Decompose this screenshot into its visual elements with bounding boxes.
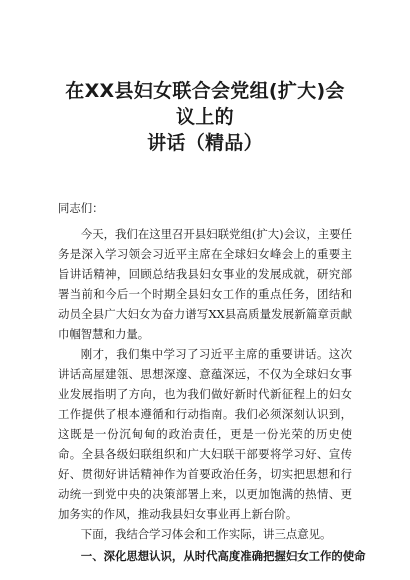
paragraph-transition: 下面，我结合学习体会和工作实际，讲三点意见。: [80, 527, 332, 541]
paragraph-study: 刚才，我们集中学习了习近平主席的重要讲话。这次讲话高屋建瓴、思想深邃、意蕴深远，不仅为全球妇女事业发展指明了方向，也为我们做好新时代新征程上的妇女工作提供了根本遵循和行动指南。我们必须深刻认识到，这既是一份沉甸甸的政治责任，更是一份光荣的历史使命。全县各级妇联组织和广大妇联干部要将学习好、宣传好、贯彻好讲话精神作为首要政治任务，切实把思想和行动统一到党中央的决策部署上来，以更加饱满的热情、更加务实的作风，推动我县妇女事业再上新台阶。: [58, 347, 352, 521]
section-heading-1: 一、深化思想认识，从时代高度准确把握妇女工作的使命: [80, 549, 366, 563]
paragraph-opening: 今天，我们在这里召开县妇联党组(扩大)会议，主要任务是深入学习领会习近平主席在全球妇女峰会上的重要主旨讲话精神，回顾总结我县妇女事业的发展成就，研究部署当前和今后一个时期全县妇女工作的重点任务，团结和动员全县广大妇女为奋力谱写XX县高质量发展新篇章贡献巾帼智慧和力量。: [58, 227, 352, 341]
salutation: 同志们：: [58, 201, 104, 215]
title-line-2: 讲话（精品）: [147, 132, 263, 154]
title-line-1: 在XX县妇女联合会党组(扩大)会议上的: [65, 80, 345, 128]
document-title: [58, 78, 352, 156]
